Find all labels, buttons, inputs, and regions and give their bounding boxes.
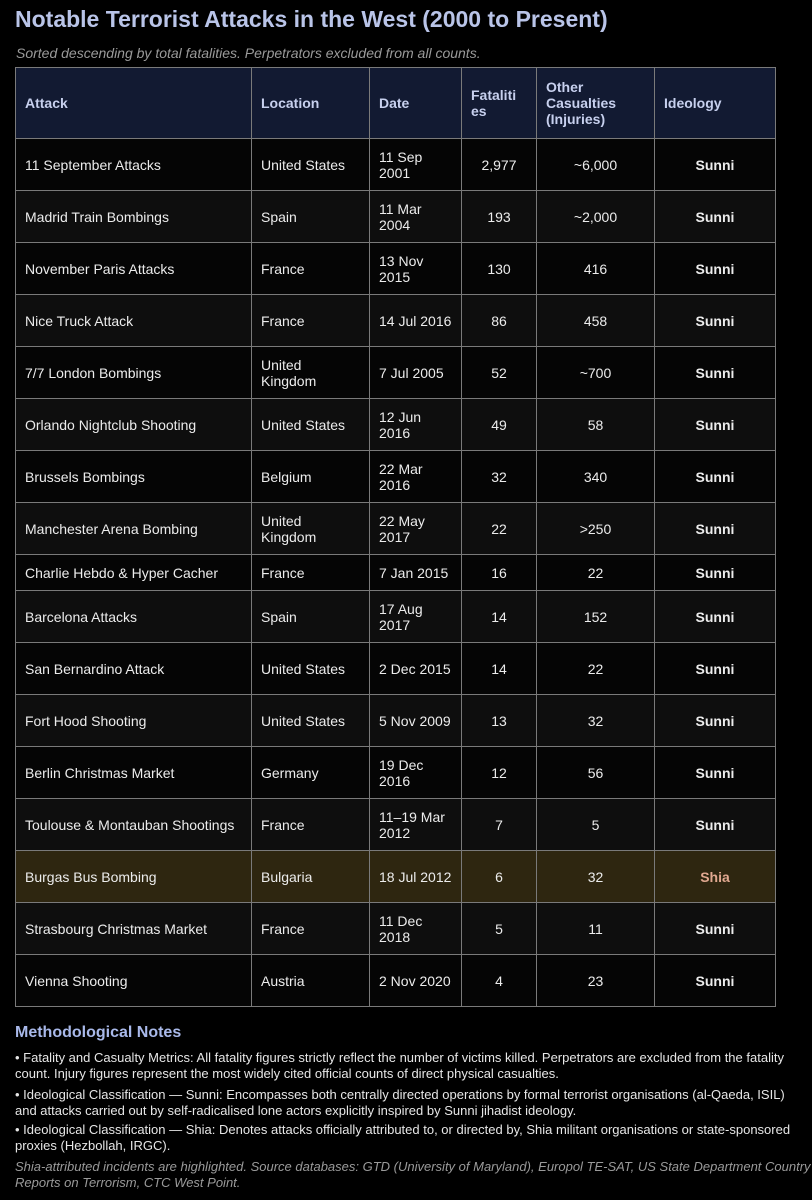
attacks-table	[15, 67, 776, 1007]
cell-date: 12 Jun 2016	[370, 399, 462, 451]
cell-attack: Nice Truck Attack	[16, 295, 252, 347]
table-row	[16, 955, 776, 1007]
cell-attack: Madrid Train Bombings	[16, 191, 252, 243]
table-row	[16, 139, 776, 191]
cell-date: 22 May 2017	[370, 503, 462, 555]
table-row	[16, 451, 776, 503]
cell-attack: 11 September Attacks	[16, 139, 252, 191]
cell-casualties: 32	[537, 851, 655, 903]
cell-location: Spain	[252, 591, 370, 643]
header-ideology: Ideology	[655, 68, 776, 139]
cell-attack: Strasbourg Christmas Market	[16, 903, 252, 955]
cell-date: 17 Aug 2017	[370, 591, 462, 643]
header-casualties: Other Casualties (Injuries)	[537, 68, 655, 139]
cell-casualties: ~700	[537, 347, 655, 399]
cell-fatalities: 52	[462, 347, 537, 399]
cell-fatalities: 14	[462, 643, 537, 695]
cell-date: 2 Dec 2015	[370, 643, 462, 695]
cell-attack: Vienna Shooting	[16, 955, 252, 1007]
cell-ideology: Sunni	[655, 643, 776, 695]
cell-date: 13 Nov 2015	[370, 243, 462, 295]
cell-fatalities: 86	[462, 295, 537, 347]
cell-fatalities: 22	[462, 503, 537, 555]
table-header-row	[16, 68, 776, 139]
cell-ideology: Sunni	[655, 747, 776, 799]
cell-location: United States	[252, 139, 370, 191]
cell-attack: 7/7 London Bombings	[16, 347, 252, 399]
table-row	[16, 347, 776, 399]
cell-date: 11 Dec 2018	[370, 903, 462, 955]
cell-location: Spain	[252, 191, 370, 243]
cell-date: 2 Nov 2020	[370, 955, 462, 1007]
cell-ideology: Sunni	[655, 799, 776, 851]
cell-location: United States	[252, 399, 370, 451]
cell-attack: Burgas Bus Bombing	[16, 851, 252, 903]
cell-casualties: 56	[537, 747, 655, 799]
cell-fatalities: 13	[462, 695, 537, 747]
cell-fatalities: 16	[462, 555, 537, 591]
cell-attack: Orlando Nightclub Shooting	[16, 399, 252, 451]
cell-ideology: Sunni	[655, 451, 776, 503]
cell-fatalities: 32	[462, 451, 537, 503]
cell-ideology: Sunni	[655, 955, 776, 1007]
note-shia-classification	[15, 1122, 812, 1154]
note-line: • Ideological Classification — Sunni: Encompasses both centrally directed operations by formal terrorist organisations (al-Qaeda, ISIL)	[15, 1087, 785, 1102]
note-line: proxies (Hezbollah, IRGC).	[15, 1138, 171, 1153]
header-attack: Attack	[16, 68, 252, 139]
table-row	[16, 399, 776, 451]
cell-fatalities: 2,977	[462, 139, 537, 191]
cell-date: 5 Nov 2009	[370, 695, 462, 747]
notes-title: Methodological Notes	[15, 1024, 182, 1041]
cell-location: Austria	[252, 955, 370, 1007]
cell-date: 11 Sep 2001	[370, 139, 462, 191]
cell-date: 14 Jul 2016	[370, 295, 462, 347]
cell-casualties: ~6,000	[537, 139, 655, 191]
table-row	[16, 747, 776, 799]
cell-fatalities: 4	[462, 955, 537, 1007]
header-fatalities: Fataliti es	[462, 68, 537, 139]
cell-ideology: Shia	[655, 851, 776, 903]
cell-casualties: 458	[537, 295, 655, 347]
cell-casualties: >250	[537, 503, 655, 555]
cell-fatalities: 5	[462, 903, 537, 955]
cell-ideology: Sunni	[655, 139, 776, 191]
cell-location: France	[252, 555, 370, 591]
cell-attack: Toulouse & Montauban Shootings	[16, 799, 252, 851]
cell-casualties: 22	[537, 555, 655, 591]
cell-ideology: Sunni	[655, 347, 776, 399]
cell-attack: Brussels Bombings	[16, 451, 252, 503]
cell-ideology: Sunni	[655, 503, 776, 555]
cell-casualties: 5	[537, 799, 655, 851]
table-row	[16, 243, 776, 295]
cell-location: United Kingdom	[252, 503, 370, 555]
cell-casualties: ~2,000	[537, 191, 655, 243]
cell-ideology: Sunni	[655, 295, 776, 347]
cell-date: 22 Mar 2016	[370, 451, 462, 503]
note-sunni-classification	[15, 1087, 812, 1119]
note-line: and attacks carried out by self-radicalised lone actors explicitly inspired by Sunni jihadist ideology.	[15, 1103, 577, 1118]
cell-casualties: 11	[537, 903, 655, 955]
footer-line: Shia-attributed incidents are highlighted. Source databases: GTD (University of Maryland), Europol TE-SAT, US State Department Country	[15, 1159, 811, 1174]
header-location: Location	[252, 68, 370, 139]
cell-ideology: Sunni	[655, 243, 776, 295]
cell-fatalities: 49	[462, 399, 537, 451]
cell-ideology: Sunni	[655, 399, 776, 451]
cell-fatalities: 193	[462, 191, 537, 243]
cell-date: 11 Mar 2004	[370, 191, 462, 243]
cell-casualties: 22	[537, 643, 655, 695]
table-row	[16, 643, 776, 695]
cell-location: United Kingdom	[252, 347, 370, 399]
cell-ideology: Sunni	[655, 191, 776, 243]
cell-attack: November Paris Attacks	[16, 243, 252, 295]
note-line: count. Injury figures represent the most widely cited official counts of direct physical casualties.	[15, 1066, 559, 1081]
cell-date: 19 Dec 2016	[370, 747, 462, 799]
cell-attack: Barcelona Attacks	[16, 591, 252, 643]
cell-casualties: 416	[537, 243, 655, 295]
cell-date: 7 Jan 2015	[370, 555, 462, 591]
cell-casualties: 152	[537, 591, 655, 643]
table-row	[16, 695, 776, 747]
cell-attack: Fort Hood Shooting	[16, 695, 252, 747]
table-row	[16, 503, 776, 555]
table-row	[16, 799, 776, 851]
cell-ideology: Sunni	[655, 555, 776, 591]
cell-location: United States	[252, 695, 370, 747]
table-row	[16, 851, 776, 903]
table-row	[16, 295, 776, 347]
cell-fatalities: 14	[462, 591, 537, 643]
cell-ideology: Sunni	[655, 591, 776, 643]
cell-date: 11–19 Mar 2012	[370, 799, 462, 851]
cell-fatalities: 6	[462, 851, 537, 903]
cell-location: Belgium	[252, 451, 370, 503]
cell-location: France	[252, 903, 370, 955]
cell-location: Bulgaria	[252, 851, 370, 903]
cell-location: United States	[252, 643, 370, 695]
source-footer	[15, 1159, 811, 1191]
cell-ideology: Sunni	[655, 903, 776, 955]
table-row	[16, 555, 776, 591]
header-date: Date	[370, 68, 462, 139]
table-row	[16, 191, 776, 243]
page-subtitle: Sorted descending by total fatalities. Perpetrators excluded from all counts.	[16, 45, 481, 61]
cell-attack: San Bernardino Attack	[16, 643, 252, 695]
cell-fatalities: 12	[462, 747, 537, 799]
page-title: Notable Terrorist Attacks in the West (2000 to Present)	[15, 6, 608, 32]
cell-location: Germany	[252, 747, 370, 799]
cell-attack: Charlie Hebdo & Hyper Cacher	[16, 555, 252, 591]
cell-attack: Manchester Arena Bombing	[16, 503, 252, 555]
cell-casualties: 23	[537, 955, 655, 1007]
table-row	[16, 591, 776, 643]
note-line: • Fatality and Casualty Metrics: All fatality figures strictly reflect the number of victims killed. Perpetrators are excluded from the fatality	[15, 1050, 784, 1065]
cell-location: France	[252, 243, 370, 295]
cell-fatalities: 7	[462, 799, 537, 851]
cell-location: France	[252, 799, 370, 851]
cell-attack: Berlin Christmas Market	[16, 747, 252, 799]
table-row	[16, 903, 776, 955]
cell-fatalities: 130	[462, 243, 537, 295]
cell-date: 7 Jul 2005	[370, 347, 462, 399]
cell-casualties: 32	[537, 695, 655, 747]
cell-casualties: 58	[537, 399, 655, 451]
note-line: • Ideological Classification — Shia: Denotes attacks officially attributed to, or directed by, Shia militant organisations or state-sponsored	[15, 1122, 791, 1137]
cell-ideology: Sunni	[655, 695, 776, 747]
footer-line: Reports on Terrorism, CTC West Point.	[15, 1175, 241, 1190]
cell-location: France	[252, 295, 370, 347]
cell-casualties: 340	[537, 451, 655, 503]
cell-date: 18 Jul 2012	[370, 851, 462, 903]
note-fatality-metrics	[15, 1050, 812, 1082]
